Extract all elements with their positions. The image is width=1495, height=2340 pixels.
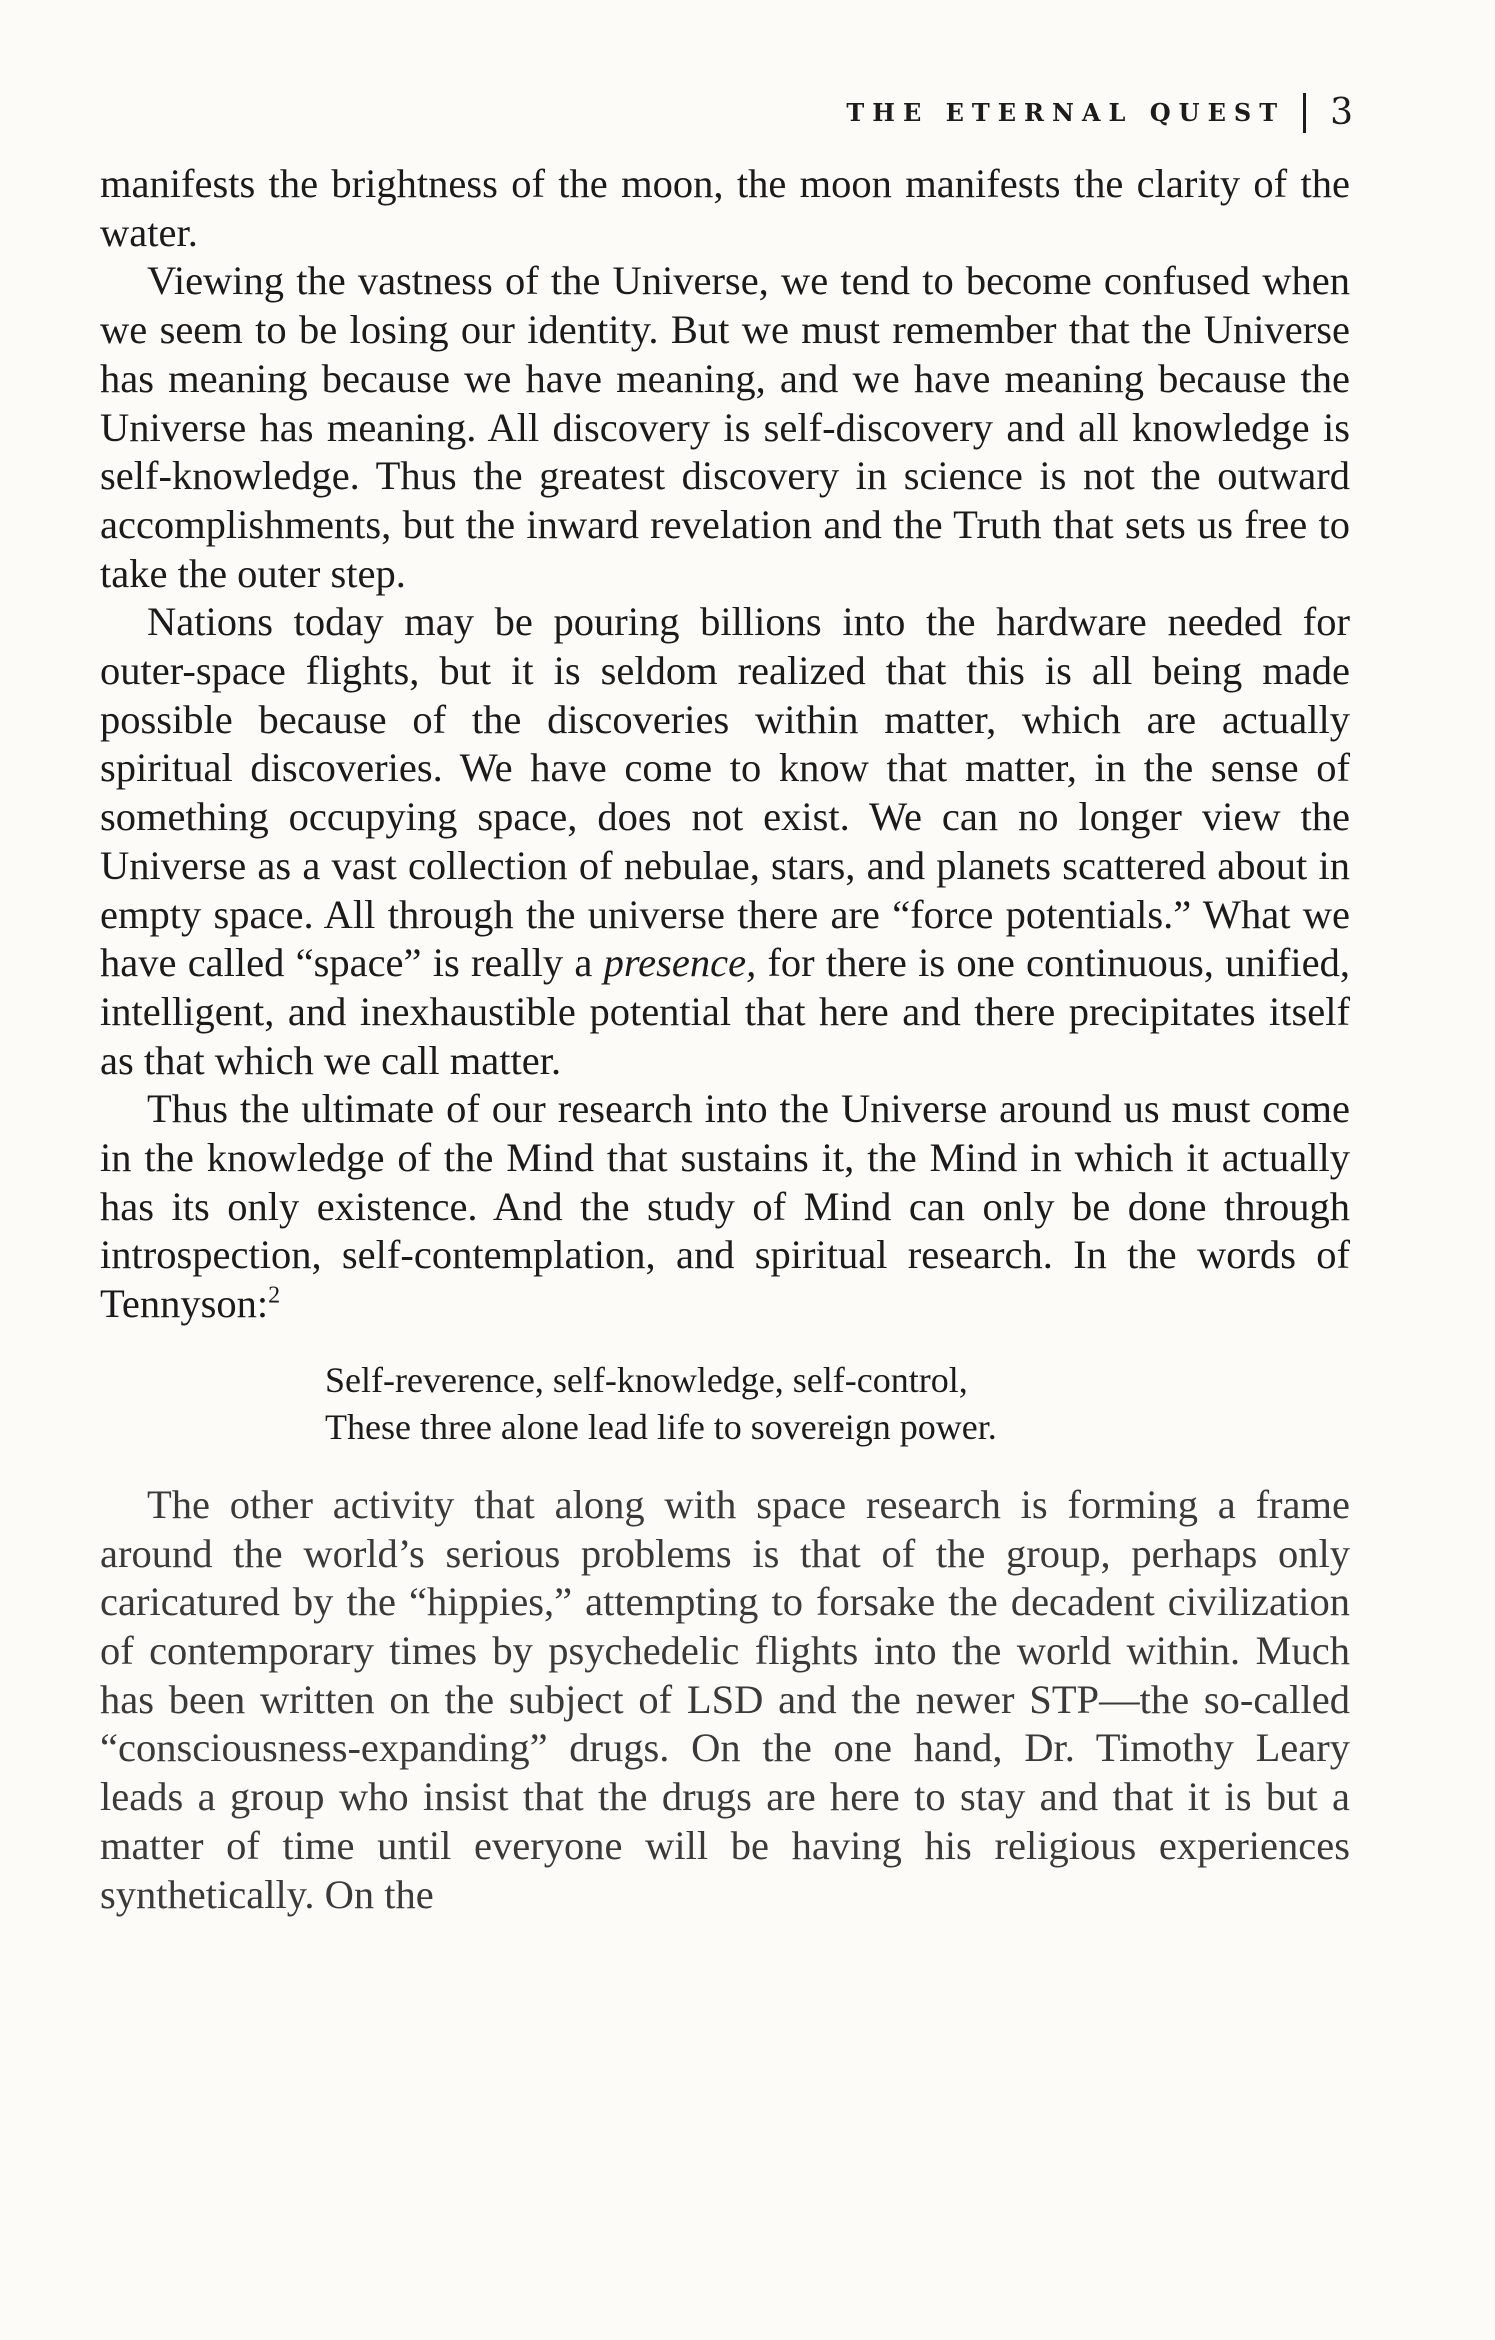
running-title: THE ETERNAL QUEST [846, 98, 1286, 127]
paragraph-ultimate-text: Thus the ultimate of our research into the Universe around us must come in the knowledge of the Mind that sustains it, the Mind in which it actually has its only existence. And the study of Mind can only be done through introspection, self-contemplation, and spiritual research. In the words of Tennyson: [100, 1086, 1350, 1327]
paragraph-vastness: Viewing the vastness of the Universe, we tend to become confused when we seem to be losing our identity. But we must remember that the Universe has meaning because we have meaning, and we have meaning because the Universe has meaning. All discovery is self-discovery and all knowledge is self-knowledge. Thus the greatest discovery in science is not the outward accomplishments, but the inward revelation and the Truth that sets us free to take the outer step. [100, 258, 1350, 596]
verse-line: These three alone lead life to sovereign power. [325, 1406, 997, 1447]
paragraph-nations-text: Nations today may be pouring billions into the hardware needed for outer-space flights, but it is seldom realized that this is all being made possible because of the discoveries within matter, which are actually spiritual discoveries. We have come to know that matter, in the sense of something occupying space, does not exist. We can no longer view the Universe as a vast collection of nebulae, stars, and planets scattered about in empty space. All through the universe there are “force potentials.” What we have called “space” is really a [100, 599, 1350, 986]
paragraph-nations-text-end: for there is one continuous, unified, intelligent, and inexhaustible potential that here and there precipitates itself as that which we call matter. [100, 940, 1350, 1083]
footnote-marker: 2 [268, 1282, 281, 1309]
paragraph-continuation: manifests the brightness of the moon, the moon manifests the clarity of the water. [100, 161, 1350, 255]
page-number: 3 [1330, 92, 1353, 133]
emphasis-presence: presence, [603, 940, 757, 986]
body-text [100, 160, 1350, 1919]
header-divider [1303, 93, 1306, 133]
paragraph-other-activity: The other activity that along with space research is forming a frame around the world’s serious problems is that of the group, perhaps only caricatured by the “hippies,” attempting to forsake the decadent civilization of contemporary times by psychedelic flights into the world within. Much has been written on the subject of LSD and the newer STP—the so-called “consciousness-expanding” drugs. On the one hand, Dr. Timothy Leary leads a group who insist that the drugs are here to stay and that it is but a matter of time until everyone will be having his religious experiences synthetically. On the [100, 1481, 1350, 1917]
paragraph-nations [100, 598, 1350, 1085]
paragraph-ultimate [100, 1085, 1350, 1329]
verse-quote [325, 1357, 1350, 1451]
running-head [846, 92, 1353, 133]
verse-line: Self-reverence, self-knowledge, self-control, [325, 1359, 968, 1400]
